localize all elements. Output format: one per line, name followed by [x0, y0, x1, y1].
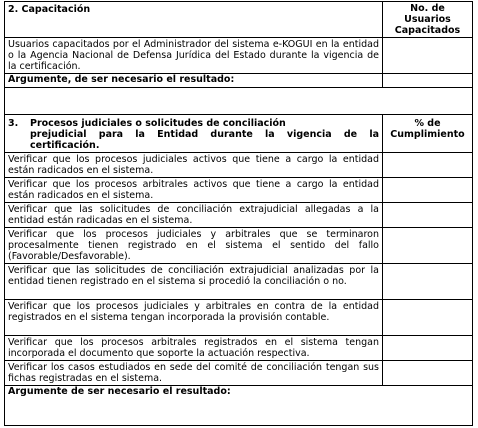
section2-argument-extra — [383, 74, 473, 88]
evaluation-table — [4, 1, 473, 426]
section3-argument-row — [5, 386, 473, 426]
section2-header-row — [5, 2, 473, 38]
section2-argument-input[interactable] — [5, 88, 473, 115]
section3-row-text: Verificar que los procesos judiciales activos que tiene a cargo la entidad están radicados en el sistema. — [5, 153, 383, 178]
section3-number: 3. — [8, 118, 19, 129]
section2-row-value-input[interactable] — [383, 38, 473, 74]
section3-row-value-input[interactable] — [383, 300, 473, 336]
table-row — [5, 300, 473, 336]
table-row — [5, 203, 473, 228]
section3-row-value-input[interactable] — [383, 203, 473, 228]
section3-title — [5, 115, 383, 153]
section3-row-value-input[interactable] — [383, 178, 473, 203]
table-row — [5, 153, 473, 178]
section3-row-text: Verificar que los procesos arbitrales registrados en el sistema tengan incorporada el documento que soporte la actuación respectiva. — [5, 336, 383, 361]
section2-argument-blank-row — [5, 88, 473, 115]
section3-row-value-input[interactable] — [383, 153, 473, 178]
section3-row-text: Verificar que los procesos judiciales y arbitrales que se terminaron procesalmente tienen registrado en el sistema el sentido del fallo (Favorable/Desfavorable). — [5, 228, 383, 264]
section2-argument-row — [5, 74, 473, 88]
section3-row-value-input[interactable] — [383, 336, 473, 361]
section3-row-value-input[interactable] — [383, 264, 473, 300]
section3-title-rest: prejudicial para la Entidad durante la vigencia de la certificación. — [30, 129, 379, 151]
section3-row-text: Verificar que los procesos judiciales y arbitrales en contra de la entidad registrados en el sistema tengan incorporada la provisión contable. — [5, 300, 383, 336]
table-row — [5, 178, 473, 203]
section3-row-text: Verificar los casos estudiados en sede del comité de conciliación tengan sus fichas registradas en el sistema. — [5, 361, 383, 386]
table-row — [5, 336, 473, 361]
section2-row — [5, 38, 473, 74]
section2-argument-label: Argumente, de ser necesario el resultado: — [5, 74, 383, 88]
table-row — [5, 228, 473, 264]
section2-row-text: Usuarios capacitados por el Administrador del sistema e-KOGUI en la entidad o la Agencia Nacional de Defensa Jurídica del Estado durante la vigencia de la certificación. — [5, 38, 383, 74]
section3-column-header: % de Cumplimiento — [383, 115, 473, 153]
section3-row-value-input[interactable] — [383, 228, 473, 264]
section2-title: 2. Capacitación — [5, 2, 383, 38]
section3-row-text: Verificar que las solicitudes de conciliación extrajudicial allegadas a la entidad están radicadas en el sistema. — [5, 203, 383, 228]
section3-argument-label[interactable]: Argumente de ser necesario el resultado: — [5, 386, 473, 426]
section2-column-header: No. de Usuarios Capacitados — [383, 2, 473, 38]
section3-row-value-input[interactable] — [383, 361, 473, 386]
section3-row-text: Verificar que las solicitudes de conciliación extrajudicial analizadas por la entidad tienen registrado en el sistema si procedió la conciliación o no. — [5, 264, 383, 300]
table-row — [5, 361, 473, 386]
table-row — [5, 264, 473, 300]
section3-row-text: Verificar que los procesos arbitrales activos que tiene a cargo la entidad están radicados en el sistema. — [5, 178, 383, 203]
section3-header-row — [5, 115, 473, 153]
section3-title-line1: Procesos judiciales o solicitudes de conciliación — [30, 118, 286, 129]
